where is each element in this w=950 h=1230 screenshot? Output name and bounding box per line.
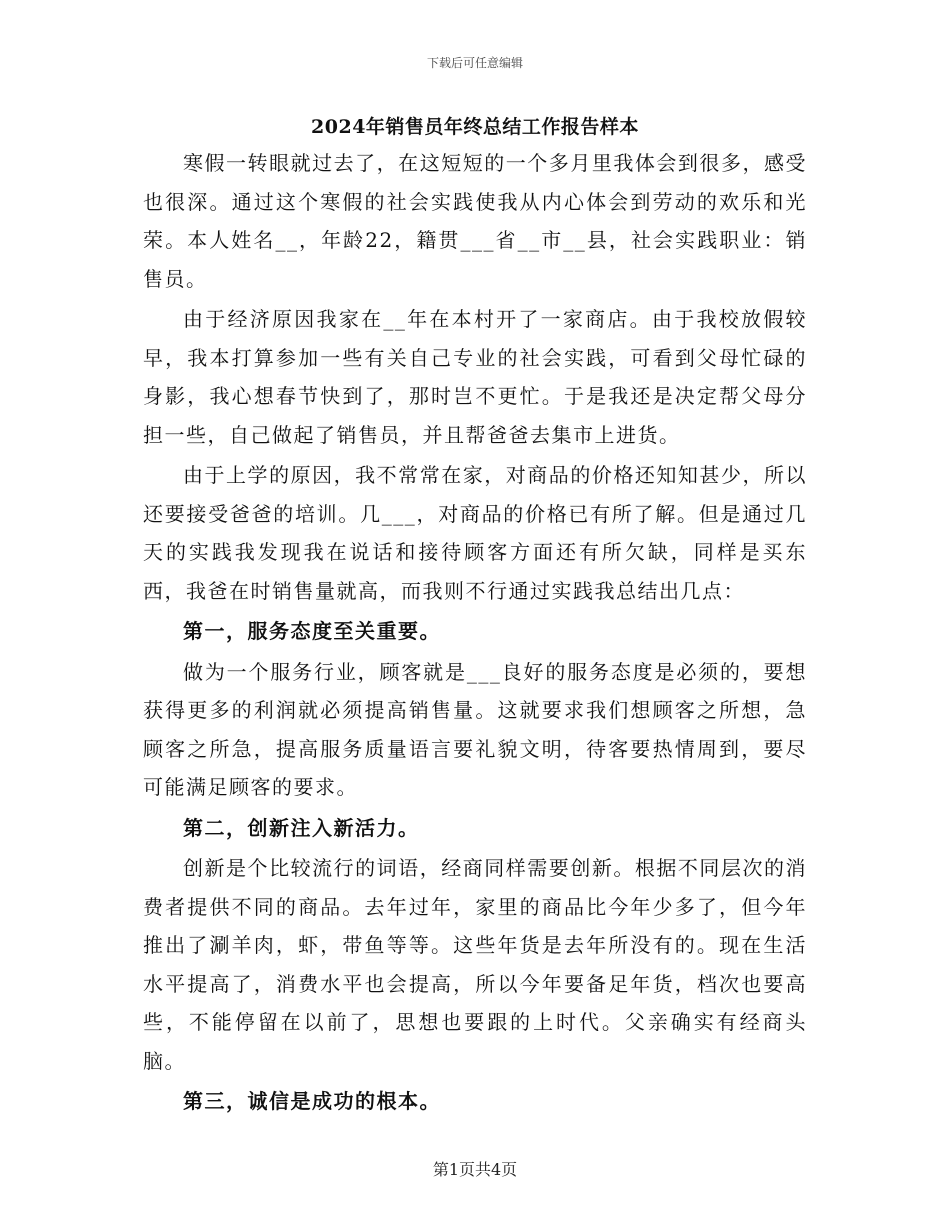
page-footer: 第1页共4页 xyxy=(432,1160,518,1179)
document-title: 2024年销售员年终总结工作报告样本 xyxy=(311,116,639,138)
page-header: 下载后可任意编辑 xyxy=(426,56,523,70)
paragraph-intro: 寒假一转眼就过去了，在这短短的一个多月里我体会到很多，感受也很深。通过这个寒假的社会实践使我从内心体会到劳动的欢乐和光荣。本人姓名__，年龄22，籍贯___省__市__县，社会实践职业：销售员。 xyxy=(143,151,807,291)
paragraph-background: 由于经济原因我家在__年在本村开了一家商店。由于我校放假较早，我本打算参加一些有关自己专业的社会实践，可看到父母忙碌的身影，我心想春节快到了，那时岂不更忙。于是我还是决定帮父母分担一些，自己做起了销售员，并且帮爸爸去集市上进货。 xyxy=(143,307,807,447)
section-heading-service: 第一，服务态度至关重要。 xyxy=(183,619,441,643)
section-heading-integrity: 第三，诚信是成功的根本。 xyxy=(183,1089,441,1113)
document-body xyxy=(143,112,807,1123)
paragraph-service: 做为一个服务行业，顾客就是___良好的服务态度是必须的，要想获得更多的利润就必须提高销售量。这就要求我们想顾客之所想，急顾客之所急，提高服务质量语言要礼貌文明，待客要热情周到，要尽可能满足顾客的要求。 xyxy=(143,659,807,799)
paragraph-innovation: 创新是个比较流行的词语，经商同样需要创新。根据不同层次的消费者提供不同的商品。去年过年，家里的商品比今年少多了，但今年推出了涮羊肉，虾，带鱼等等。这些年货是去年所没有的。现在生活水平提高了，消费水平也会提高，所以今年要备足年货，档次也要高些，不能停留在以前了，思想也要跟的上时代。父亲确实有经商头脑。 xyxy=(143,856,807,1073)
section-heading-innovation: 第二，创新注入新活力。 xyxy=(183,815,420,840)
paragraph-training: 由于上学的原因，我不常常在家，对商品的价格还知知甚少，所以还要接受爸爸的培训。几___，对商品的价格已有所了解。但是通过几天的实践我发现我在说话和接待顾客方面还有所欠缺，同样是买东西，我爸在时销售量就高，而我则不行通过实践我总结出几点： xyxy=(143,463,807,603)
